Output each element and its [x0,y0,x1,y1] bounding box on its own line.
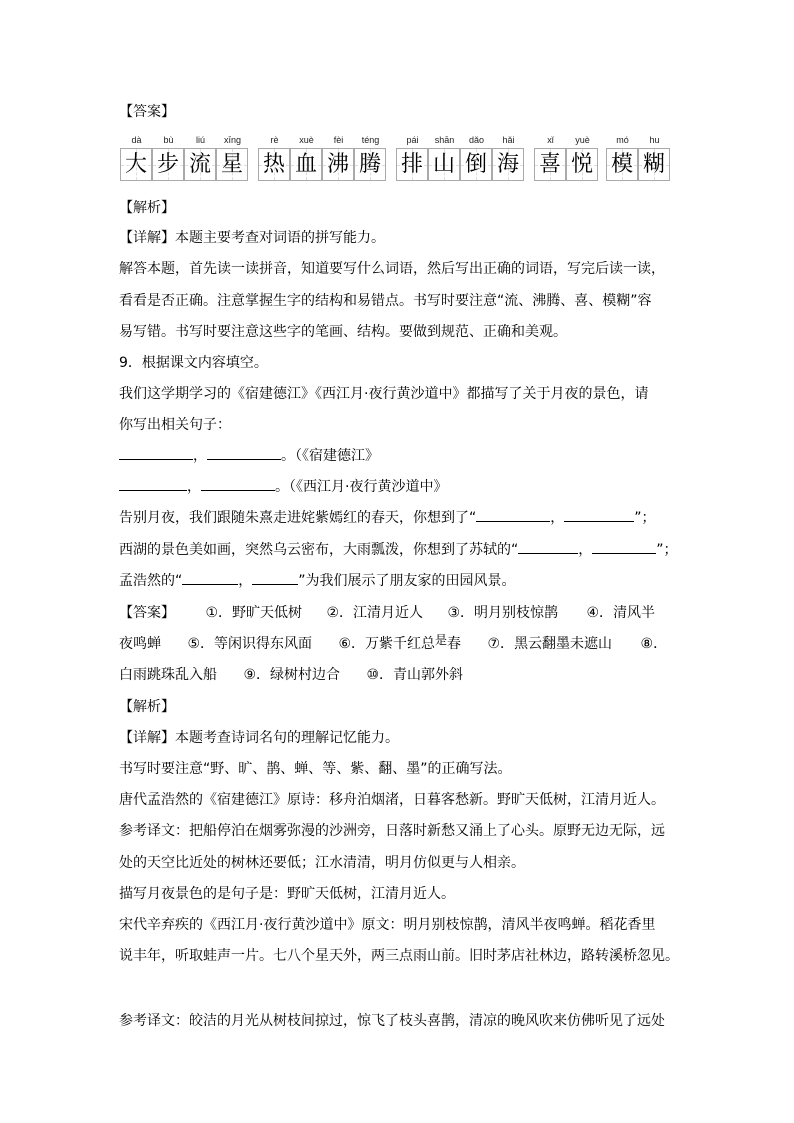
tian-grid-box [428,148,460,181]
tian-grid-box [152,148,184,181]
answer-item: 江清月近人 [353,605,424,621]
pinyin: rè [270,135,279,145]
hanzi: 腾 [358,152,381,177]
detail-text: 本题主要考查对词语的拼写能力。 [175,230,385,246]
answer-blank[interactable] [119,447,193,460]
answer-item: 夜鸣蝉 [119,636,161,652]
source-label: 。（《宿建德江》 [281,448,379,464]
tian-grid-box [606,148,638,181]
fill-line-3 [119,509,656,527]
fill-line-5 [119,572,516,590]
detail-label: 【详解】 [119,230,175,246]
paragraph-line: 宋代辛弃疾的《西江月·夜行黄沙道中》原文：明月别枝惊鹊，清风半夜鸣蝉。稻花香里 [119,917,656,933]
answer-blank[interactable] [207,447,281,460]
pinyin: dà [131,135,142,145]
detail-line [119,729,399,747]
answer-item: 黑云翻墨未遮山 [514,636,613,652]
hanzi: 山 [432,152,455,177]
separator: ， [193,448,207,464]
fill-line-1 [119,447,379,465]
pinyin: fèi [333,135,344,145]
paragraph-line: 易写错。书写时要注意这些字的笔画、结构。要做到规范、正确和美观。 [119,324,567,340]
answer-line-2 [119,635,667,653]
item-number: ⑩． [366,667,394,683]
item-number: ⑨． [243,667,271,683]
tian-grid-box [638,148,670,181]
hanzi: 大 [124,152,147,177]
fill-line-4 [119,541,678,559]
text: ”为我们展示了朋友家的田园风景。 [298,573,516,589]
pinyin: liú [195,135,205,145]
pinyin: hu [649,135,660,145]
hanzi: 倒 [464,152,487,177]
tian-grid-box [322,148,354,181]
answer-item: 万紫千红总 [365,636,436,652]
hanzi: 沸 [326,152,349,177]
question-intro: 我们这学期学习的《宿建德江》《西江月·夜行黄沙道中》都描写了关于月夜的景色，请 [119,386,649,402]
pinyin: bù [163,135,174,145]
item-number: ⑥． [338,636,366,652]
text: ”； [656,542,678,558]
pinyin: shān [434,135,455,145]
paragraph-line: 唐代孟浩然的《宿建德江》原诗：移舟泊烟渚，日暮客愁新。野旷天低树，江清月近人。 [119,792,665,808]
paragraph-line: 说丰年，听取蛙声一片。七八个星天外，两三点雨山前。旧时茅店社林边，路转溪桥忽见。 [119,948,679,964]
answer-item: 绿树村边合 [270,667,341,683]
hanzi: 喜 [538,152,561,177]
detail-label: 【详解】 [119,730,175,746]
hanzi: 星 [220,152,243,177]
pinyin: téng [361,135,380,145]
answer-item: 清风半 [613,605,656,621]
hanzi: 血 [294,152,317,177]
tian-grid-box [396,148,428,181]
hanzi: 步 [156,152,179,177]
paragraph-line: 看看是否正确。注意掌握生字的结构和易错点。书写时要注意“流、沸腾、喜、模糊”容 [119,293,652,309]
tian-grid-box [566,148,598,181]
item-number: ①． [205,605,233,621]
question-intro: 你写出相关句子： [119,417,231,433]
hanzi: 糊 [642,152,665,177]
separator: ， [238,573,253,589]
pinyin: yuè [575,135,590,145]
answer-blank[interactable] [592,541,656,554]
pinyin: dǎo [468,135,485,145]
answer-blank[interactable] [201,478,275,491]
answer-heading: 【答案】 [119,605,175,621]
answer-item: 明月别枝惊鹊 [474,605,559,621]
tian-grid-box [216,148,248,181]
answer-heading: 【答案】 [119,104,175,120]
text: 孟浩然的“ [119,573,183,589]
detail-line [119,229,385,247]
tian-grid-box [258,148,290,181]
hanzi: 模 [610,152,633,177]
item-number: ③． [447,605,475,621]
paragraph-line: 解答本题，首先读一读拼音，知道要写什么词语，然后写出正确的词语，写完后读一读， [119,261,665,277]
hanzi: 流 [188,152,211,177]
pinyin: xīng [223,135,241,145]
pinyin: xǐ [547,135,554,145]
answer-blank[interactable] [252,572,298,585]
question-title: 9．根据课文内容填空。 [119,355,268,371]
item-number: ⑤． [187,636,215,652]
answer-item: 青山郭外斜 [393,667,464,683]
paragraph-line: 描写月夜景色的是句子是：野旷天低树，江清月近人。 [119,886,455,902]
tian-grid-box [184,148,216,181]
answer-blank[interactable] [476,509,550,522]
item-number: ②． [326,605,354,621]
text: 西湖的景色美如画，突然乌云密布，大雨瓢泼，你想到了苏轼的“ [119,542,519,558]
tian-grid-box [534,148,566,181]
separator: ， [578,542,593,558]
item-number: ⑦． [487,636,515,652]
tian-grid-box [290,148,322,181]
tian-grid-box [492,148,524,181]
item-number: ⑧． [640,636,668,652]
paragraph-line: 参考译文：把船停泊在烟雾弥漫的沙洲旁，日落时新愁又涌上了心头。原野无边无际，远 [119,823,665,839]
paragraph-line: 处的天空比近处的树林还要低；江水清清，明月仿似更与人相亲。 [119,855,525,871]
separator: ， [550,510,565,526]
text: ”； [634,510,656,526]
answer-blank[interactable] [564,509,634,522]
pinyin: xuè [299,135,314,145]
tian-grid-box [460,148,492,181]
answer-line-1 [119,604,655,622]
pinyin: hǎi [502,135,515,145]
answer-item: 野旷天低树 [232,605,303,621]
analysis-heading: 【解析】 [119,699,175,715]
answer-blank[interactable] [518,541,578,554]
item-number: ④． [586,605,614,621]
paragraph-line: 参考译文：皎洁的月光从树枝间掠过，惊飞了枝头喜鹊，清凉的晚风吹来仿佛听见了远处 [119,1013,665,1029]
hanzi: 海 [496,152,519,177]
answer-item-superscript: 是 [435,633,448,647]
hanzi: 悦 [570,152,593,177]
hanzi: 热 [262,152,285,177]
answer-item: 白雨跳珠乱入船 [119,667,217,683]
hanzi: 排 [400,152,423,177]
tian-grid-box [354,148,386,181]
answer-blank[interactable] [119,478,187,491]
analysis-heading: 【解析】 [119,200,175,216]
pinyin: mó [616,135,629,145]
answer-item: 等闲识得东风面 [214,636,313,652]
source-label: 。（《西江月·夜行黄沙道中》 [275,479,448,495]
paragraph-line: 书写时要注意“野、旷、鹊、蝉、等、紫、翻、墨”的正确写法。 [119,761,512,777]
tian-grid-box [120,148,152,181]
answer-item: 春 [447,636,462,652]
pinyin: pái [406,135,419,145]
answer-line-3 [119,666,463,684]
answer-blank[interactable] [182,572,238,585]
text: 告别月夜，我们跟随朱熹走进姹紫嫣红的春天，你想到了“ [119,510,477,526]
separator: ， [187,479,201,495]
detail-text: 本题考查诗词名句的理解记忆能力。 [175,730,399,746]
fill-line-2 [119,478,447,496]
